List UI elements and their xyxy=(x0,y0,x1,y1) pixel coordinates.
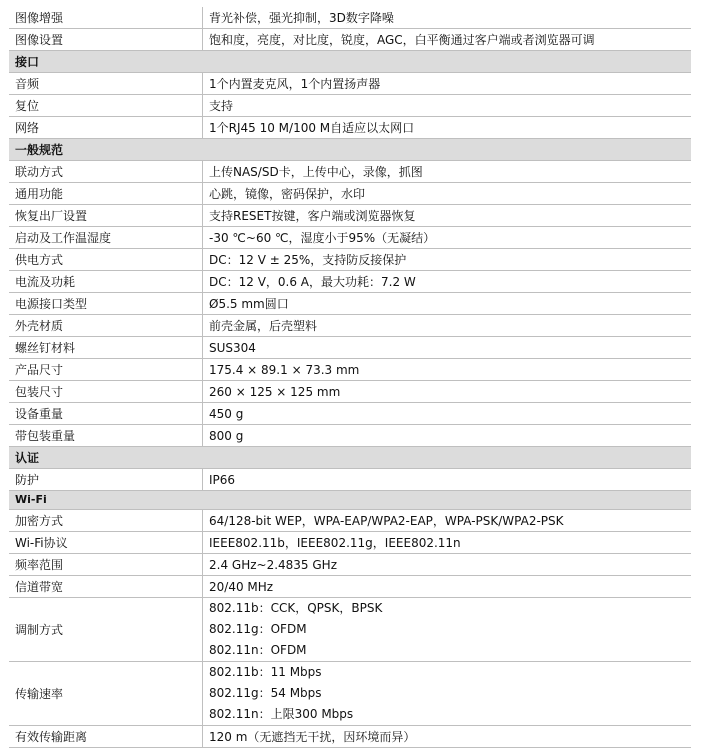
spec-value: DC：12 V ± 25%，支持防反接保护 xyxy=(203,249,692,271)
spec-label: 螺丝钉材料 xyxy=(9,337,203,359)
spec-label: 启动及工作温湿度 xyxy=(9,227,203,249)
spec-label: 频率范围 xyxy=(9,554,203,576)
spec-label: Wi-Fi协议 xyxy=(9,532,203,554)
spec-label: 防护 xyxy=(9,469,203,491)
spec-value-line: 802.11b：CCK，QPSK，BPSK xyxy=(209,601,383,615)
spec-value: 260 × 125 × 125 mm xyxy=(203,381,692,403)
spec-value: IP66 xyxy=(203,469,692,491)
spec-label: 加密方式 xyxy=(9,510,203,532)
spec-value-line: 802.11n：上限300 Mbps xyxy=(209,707,354,721)
spec-row xyxy=(9,227,691,249)
spec-sheet xyxy=(9,7,691,748)
spec-label: 通用功能 xyxy=(9,183,203,205)
spec-label: 网络 xyxy=(9,117,203,139)
spec-label: 联动方式 xyxy=(9,161,203,183)
spec-row xyxy=(9,161,691,183)
spec-row xyxy=(9,293,691,315)
spec-value: 心跳，镜像，密码保护，水印 xyxy=(203,183,692,205)
spec-value: IEEE802.11b，IEEE802.11g，IEEE802.11n xyxy=(203,532,692,554)
spec-value: Ø5.5 mm圆口 xyxy=(203,293,692,315)
spec-label: 信道带宽 xyxy=(9,576,203,598)
spec-row xyxy=(9,381,691,403)
spec-value-line: 802.11b：11 Mbps xyxy=(209,665,322,679)
section-header xyxy=(9,139,691,161)
spec-row xyxy=(9,205,691,227)
spec-value: 1个RJ45 10 M/100 M自适应以太网口 xyxy=(203,117,692,139)
spec-row xyxy=(9,117,691,139)
spec-row xyxy=(9,7,691,29)
spec-label: 电流及功耗 xyxy=(9,271,203,293)
spec-label: 带包装重量 xyxy=(9,425,203,447)
spec-row xyxy=(9,662,691,726)
spec-row xyxy=(9,532,691,554)
spec-row xyxy=(9,469,691,491)
spec-row xyxy=(9,183,691,205)
spec-label: 恢复出厂设置 xyxy=(9,205,203,227)
spec-label: 有效传输距离 xyxy=(9,726,203,748)
spec-row xyxy=(9,249,691,271)
spec-label: 传输速率 xyxy=(9,662,203,726)
spec-row xyxy=(9,315,691,337)
spec-label: 包装尺寸 xyxy=(9,381,203,403)
spec-table xyxy=(9,7,691,748)
spec-row xyxy=(9,73,691,95)
spec-row xyxy=(9,95,691,117)
section-title: 一般规范 xyxy=(9,139,691,161)
spec-label: 图像设置 xyxy=(9,29,203,51)
section-title: 认证 xyxy=(9,447,691,469)
spec-row xyxy=(9,271,691,293)
spec-value-line: 802.11g：OFDM xyxy=(209,622,307,636)
spec-label: 复位 xyxy=(9,95,203,117)
spec-table-body xyxy=(9,7,691,748)
spec-row xyxy=(9,554,691,576)
spec-value: 450 g xyxy=(203,403,692,425)
spec-value: 175.4 × 89.1 × 73.3 mm xyxy=(203,359,692,381)
spec-label: 产品尺寸 xyxy=(9,359,203,381)
spec-label: 图像增强 xyxy=(9,7,203,29)
spec-row xyxy=(9,726,691,748)
spec-value: 上传NAS/SD卡，上传中心，录像，抓图 xyxy=(203,161,692,183)
spec-value-line: 802.11g：54 Mbps xyxy=(209,686,322,700)
spec-value-line: 802.11n：OFDM xyxy=(209,643,307,657)
spec-value: SUS304 xyxy=(203,337,692,359)
spec-value: 饱和度，亮度，对比度，锐度，AGC，白平衡通过客户端或者浏览器可调 xyxy=(203,29,692,51)
spec-label: 外壳材质 xyxy=(9,315,203,337)
spec-value: DC：12 V，0.6 A，最大功耗：7.2 W xyxy=(203,271,692,293)
spec-row xyxy=(9,359,691,381)
spec-value: 800 g xyxy=(203,425,692,447)
spec-value: 1个内置麦克风，1个内置扬声器 xyxy=(203,73,692,95)
spec-row xyxy=(9,576,691,598)
spec-row xyxy=(9,337,691,359)
spec-value: 120 m（无遮挡无干扰，因环境而异） xyxy=(203,726,692,748)
spec-row xyxy=(9,403,691,425)
spec-value: 支持RESET按键，客户端或浏览器恢复 xyxy=(203,205,692,227)
spec-label: 音频 xyxy=(9,73,203,95)
spec-label: 设备重量 xyxy=(9,403,203,425)
spec-label: 供电方式 xyxy=(9,249,203,271)
spec-label: 电源接口类型 xyxy=(9,293,203,315)
spec-value: 支持 xyxy=(203,95,692,117)
spec-value: 20/40 MHz xyxy=(203,576,692,598)
section-header xyxy=(9,491,691,510)
spec-label: 调制方式 xyxy=(9,598,203,662)
spec-value: 2.4 GHz~2.4835 GHz xyxy=(203,554,692,576)
section-title: Wi-Fi xyxy=(9,491,691,510)
spec-row xyxy=(9,29,691,51)
spec-value: -30 ℃~60 ℃，湿度小于95%（无凝结） xyxy=(203,227,692,249)
spec-row xyxy=(9,425,691,447)
section-title: 接口 xyxy=(9,51,691,73)
section-header xyxy=(9,51,691,73)
spec-row xyxy=(9,598,691,662)
spec-row xyxy=(9,510,691,532)
spec-value-list xyxy=(203,598,692,662)
section-header xyxy=(9,447,691,469)
spec-value: 前壳金属，后壳塑料 xyxy=(203,315,692,337)
spec-value: 64/128-bit WEP，WPA-EAP/WPA2-EAP，WPA-PSK/WPA2-PSK xyxy=(203,510,692,532)
spec-value-list xyxy=(203,662,692,726)
spec-value: 背光补偿，强光抑制，3D数字降噪 xyxy=(203,7,692,29)
